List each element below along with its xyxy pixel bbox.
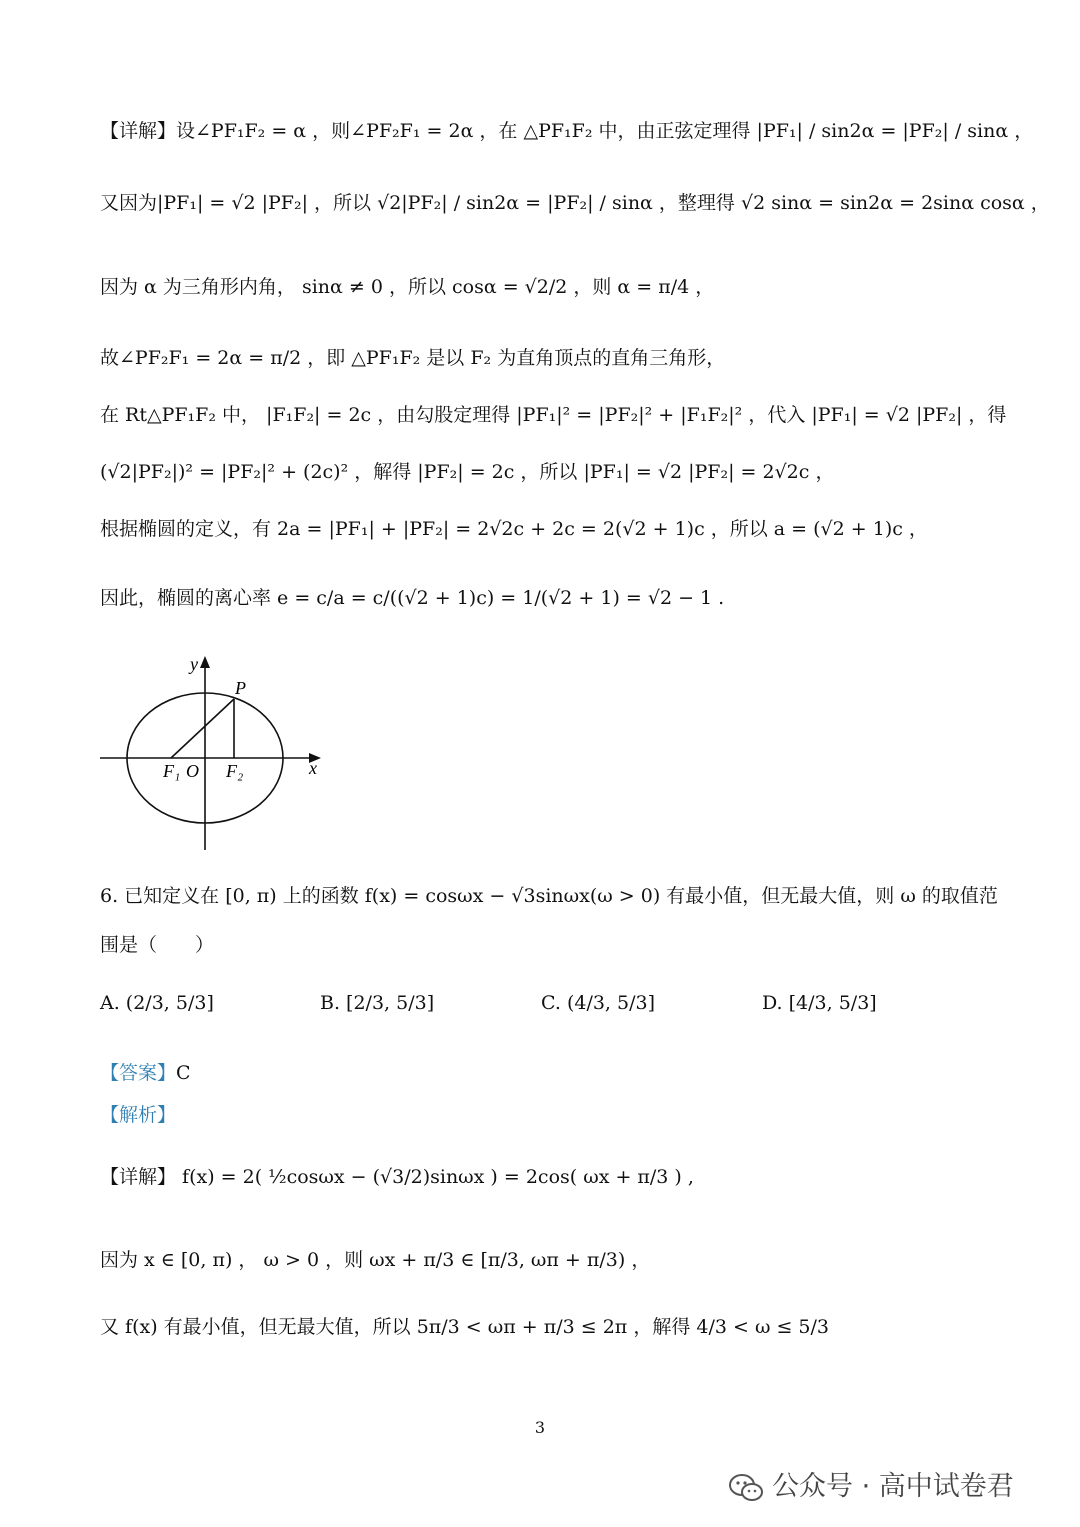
solution-line-2: 因为 x ∈ [0, π) ， ω > 0 ，则 ωx + π/3 ∈ [π/3, ωπ + π/3) ， [100,1249,651,1271]
watermark [728,1464,1014,1503]
question-line-1: 6. 已知定义在 [0, π) 上的函数 f(x) = cosωx − √3sinωx(ω > 0) 有最小值，但无最大值，则 ω 的取值范 [100,885,998,907]
question-line-2: 围是（ ） [100,934,215,956]
answer-value: C [176,1062,191,1084]
detail-line-1: 【详解】设∠PF₁F₂ = α ，则∠PF₂F₁ = 2α ，在 △PF₁F₂ 中，由正弦定理得 |PF₁| / sin2α = |PF₂| / sinα ， [100,120,1034,142]
wechat-icon [728,1473,764,1503]
origin-label: O [186,761,199,781]
detail-line-6: (√2|PF₂|)² = |PF₂|² + (2c)² ，解得 |PF₂| = 2c ，所以 |PF₁| = √2 |PF₂| = 2√2c ， [100,461,835,483]
option-a: A. (2/3, 5/3] [100,992,214,1014]
y-axis-label: y [190,654,198,674]
option-d: D. [4/3, 5/3] [762,992,877,1014]
point-p-label: P [235,678,246,698]
y-axis-arrow [200,656,210,668]
analysis-label: 【解析】 [100,1104,177,1126]
answer-label: 【答案】 [100,1062,177,1084]
detail-line-5: 在 Rt△PF₁F₂ 中， |F₁F₂| = 2c ，由勾股定理得 |PF₁|² = |PF₂|² + |F₁F₂|² ，代入 |PF₁| = √2 |PF₂| ，得 [100,404,1007,426]
option-c: C. (4/3, 5/3] [541,992,655,1014]
detail-line-8: 因此，椭圆的离心率 e = c/a = c/((√2 + 1)c) = 1/(√2 + 1) = √2 − 1 . [100,587,725,609]
detail-line-7: 根据椭圆的定义，有 2a = |PF₁| + |PF₂| = 2√2c + 2c = 2(√2 + 1)c ，所以 a = (√2 + 1)c ， [100,518,928,540]
solution-line-3: 又 f(x) 有最小值，但无最大值，所以 5π/3 < ωπ + π/3 ≤ 2π ，解得 4/3 < ω ≤ 5/3 [100,1316,830,1338]
solution-line-1: 【详解】 f(x) = 2( ½cosωx − (√3/2)sinωx ) = 2cos( ωx + π/3 ) , [100,1166,694,1188]
answer-line [100,1058,191,1085]
ellipse-figure [95,650,335,855]
detail-line-2: 又因为|PF₁| = √2 |PF₂| ，所以 √2|PF₂| / sin2α = |PF₂| / sinα ，整理得 √2 sinα = sin2α = 2sinα cosα ， [100,192,1050,214]
watermark-text: 公众号 · 高中试卷君 [772,1471,1014,1502]
option-b: B. [2/3, 5/3] [320,992,435,1014]
point-f2-label: F₂ [226,761,244,781]
point-f1-label: F₁ [163,761,181,781]
page-number: 3 [534,1418,546,1437]
segment-pf1 [171,699,234,758]
detail-line-3: 因为 α 为三角形内角， sinα ≠ 0 ，所以 cosα = √2/2 ，则 α = π/4 ， [100,276,715,298]
x-axis-label: x [309,758,317,778]
detail-line-4: 故∠PF₂F₁ = 2α = π/2 ，即 △PF₁F₂ 是以 F₂ 为直角顶点的直角三角形， [100,347,726,369]
